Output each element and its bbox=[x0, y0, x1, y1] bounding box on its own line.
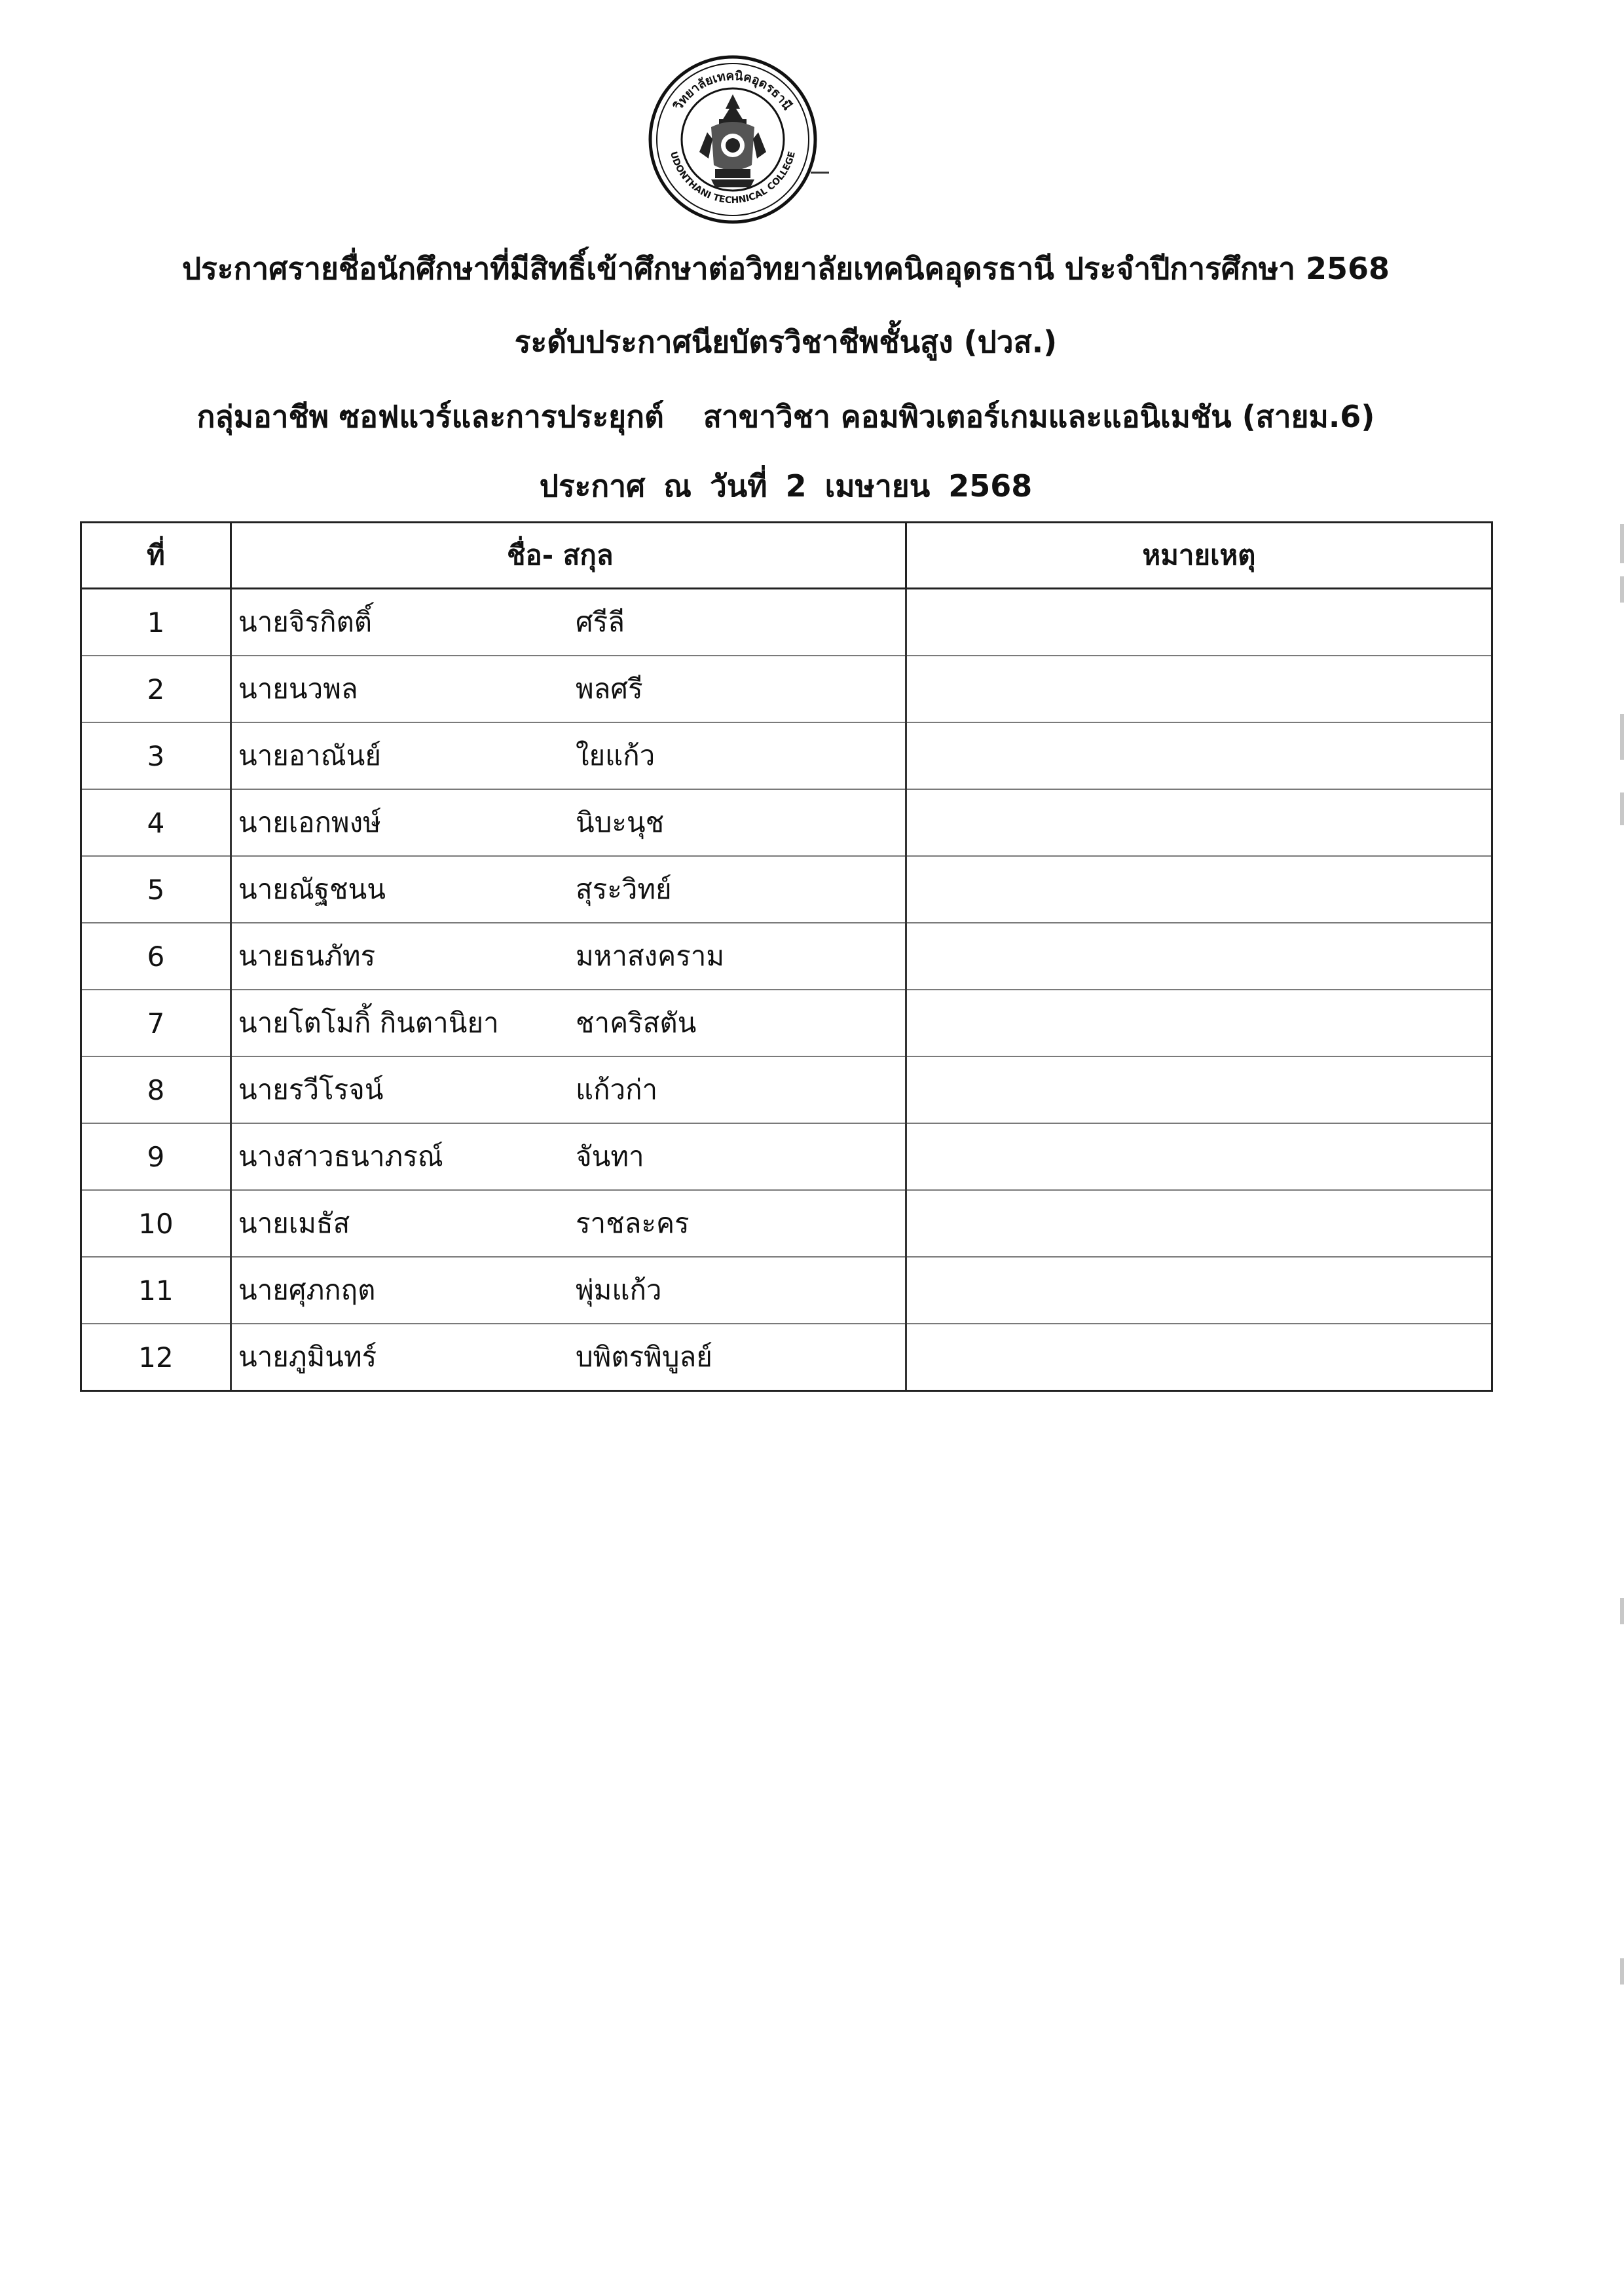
row-note bbox=[906, 990, 1492, 1056]
college-seal-graphic bbox=[647, 54, 819, 225]
first-name: นายเมธัส bbox=[238, 1207, 350, 1239]
table-row bbox=[81, 589, 1492, 656]
row-fullname bbox=[231, 1123, 906, 1190]
last-name: ราชละคร bbox=[576, 1207, 690, 1239]
row-note bbox=[906, 789, 1492, 856]
occupation-group: กลุ่มอาชีพ ซอฟแวร์และการประยุกต์ bbox=[196, 399, 664, 434]
education-level: ระดับประกาศนียบัตรวิชาชีพชั้นสูง (ปวส.) bbox=[514, 324, 1058, 360]
header-name bbox=[231, 523, 906, 589]
first-name: นายเอกพงษ์ bbox=[238, 806, 381, 838]
announce-day: 2 bbox=[785, 468, 807, 504]
row-note bbox=[906, 656, 1492, 722]
first-name: นายรวีโรจน์ bbox=[238, 1073, 384, 1106]
announcement-date bbox=[0, 466, 1572, 506]
announce-label: ประกาศ bbox=[539, 468, 646, 504]
last-name: แก้วก่า bbox=[576, 1073, 658, 1106]
student-list-table bbox=[80, 521, 1493, 1392]
first-name: นายจิรกิตติ์ bbox=[238, 606, 373, 638]
row-fullname bbox=[231, 990, 906, 1056]
row-note bbox=[906, 1324, 1492, 1391]
row-note bbox=[906, 856, 1492, 923]
seal-text-bottom: UDONTHANI TECHNICAL COLLEGE bbox=[668, 150, 798, 206]
row-note bbox=[906, 1123, 1492, 1190]
seal-text-top: วิทยาลัยเทคนิคอุดรธานี bbox=[671, 68, 795, 113]
last-name: บพิตรพิบูลย์ bbox=[576, 1341, 712, 1373]
row-fullname bbox=[231, 722, 906, 789]
table-row bbox=[81, 990, 1492, 1056]
last-name: พลศรี bbox=[576, 673, 643, 705]
first-name: นายโตโมกิ้ กินตานิยา bbox=[238, 1007, 499, 1039]
row-fullname bbox=[231, 1190, 906, 1257]
row-fullname bbox=[231, 589, 906, 656]
scan-edge-mark bbox=[1620, 1598, 1624, 1624]
row-number: 10 bbox=[81, 1190, 231, 1257]
row-note bbox=[906, 1190, 1492, 1257]
row-note bbox=[906, 722, 1492, 789]
header-note: หมายเหตุ bbox=[906, 523, 1492, 589]
seal-mark-line bbox=[811, 172, 829, 174]
row-number: 1 bbox=[81, 589, 231, 656]
announcement-title: ประกาศรายชื่อนักศึกษาที่มีสิทธิ์เข้าศึกษาต่อวิทยาลัยเทคนิคอุดรธานี ประจำปีการศึกษา 2568 bbox=[181, 251, 1390, 286]
major: สาขาวิชา คอมพิวเตอร์เกมและแอนิเมชัน (สายม.6) bbox=[703, 399, 1375, 434]
row-fullname bbox=[231, 656, 906, 722]
row-number: 6 bbox=[81, 923, 231, 990]
announce-day-label: วันที่ bbox=[709, 468, 767, 504]
first-name: นายธนภัทร bbox=[238, 940, 376, 972]
table-row bbox=[81, 656, 1492, 722]
row-note bbox=[906, 1257, 1492, 1324]
program-line bbox=[0, 397, 1572, 436]
first-name: นางสาวธนาภรณ์ bbox=[238, 1140, 443, 1172]
row-fullname bbox=[231, 789, 906, 856]
scan-edge-mark bbox=[1620, 1958, 1624, 1985]
table-row bbox=[81, 1123, 1492, 1190]
first-name: นายณัฐชนน bbox=[238, 873, 386, 905]
row-number: 9 bbox=[81, 1123, 231, 1190]
announce-year: 2568 bbox=[948, 468, 1033, 504]
last-name: พุ่มแก้ว bbox=[576, 1274, 662, 1306]
header-no: ที่ bbox=[81, 523, 231, 589]
row-note bbox=[906, 1056, 1492, 1123]
table-row bbox=[81, 1190, 1492, 1257]
row-number: 4 bbox=[81, 789, 231, 856]
table-row bbox=[81, 856, 1492, 923]
last-name: จันทา bbox=[576, 1140, 644, 1172]
scan-edge-mark bbox=[1620, 524, 1624, 563]
row-number: 12 bbox=[81, 1324, 231, 1391]
row-number: 2 bbox=[81, 656, 231, 722]
table-row bbox=[81, 722, 1492, 789]
first-name: นายศุภกฤต bbox=[238, 1274, 376, 1306]
row-number: 11 bbox=[81, 1257, 231, 1324]
last-name: นิบะนุช bbox=[576, 806, 665, 838]
table-row bbox=[81, 789, 1492, 856]
last-name: สุระวิทย์ bbox=[576, 873, 672, 905]
table-row bbox=[81, 1257, 1492, 1324]
scan-edge-mark bbox=[1620, 792, 1624, 825]
table-row bbox=[81, 1324, 1492, 1391]
row-fullname bbox=[231, 1324, 906, 1391]
row-fullname bbox=[231, 856, 906, 923]
first-name: นายอาณันย์ bbox=[238, 739, 381, 772]
row-number: 5 bbox=[81, 856, 231, 923]
last-name: ศรีลี bbox=[576, 606, 625, 638]
first-name: นายนวพล bbox=[238, 673, 358, 705]
seal-emblem bbox=[699, 94, 766, 187]
row-number: 7 bbox=[81, 990, 231, 1056]
row-note bbox=[906, 923, 1492, 990]
college-seal bbox=[647, 54, 819, 225]
last-name: ชาคริสตัน bbox=[576, 1007, 697, 1039]
table-row bbox=[81, 1056, 1492, 1123]
last-name: มหาสงคราม bbox=[576, 940, 725, 972]
first-name: นายภูมินทร์ bbox=[238, 1341, 377, 1373]
header-name-label: ชื่อ- สกุล bbox=[507, 539, 614, 571]
table-row bbox=[81, 923, 1492, 990]
row-fullname bbox=[231, 1257, 906, 1324]
row-number: 8 bbox=[81, 1056, 231, 1123]
scan-edge-mark bbox=[1620, 714, 1624, 760]
row-note bbox=[906, 589, 1492, 656]
table-header-row bbox=[81, 523, 1492, 589]
row-fullname bbox=[231, 1056, 906, 1123]
row-number: 3 bbox=[81, 722, 231, 789]
announce-at: ณ bbox=[663, 468, 692, 504]
last-name: ใยแก้ว bbox=[576, 739, 655, 772]
row-fullname bbox=[231, 923, 906, 990]
scan-edge-mark bbox=[1620, 576, 1624, 603]
announce-month: เมษายน bbox=[824, 468, 931, 504]
